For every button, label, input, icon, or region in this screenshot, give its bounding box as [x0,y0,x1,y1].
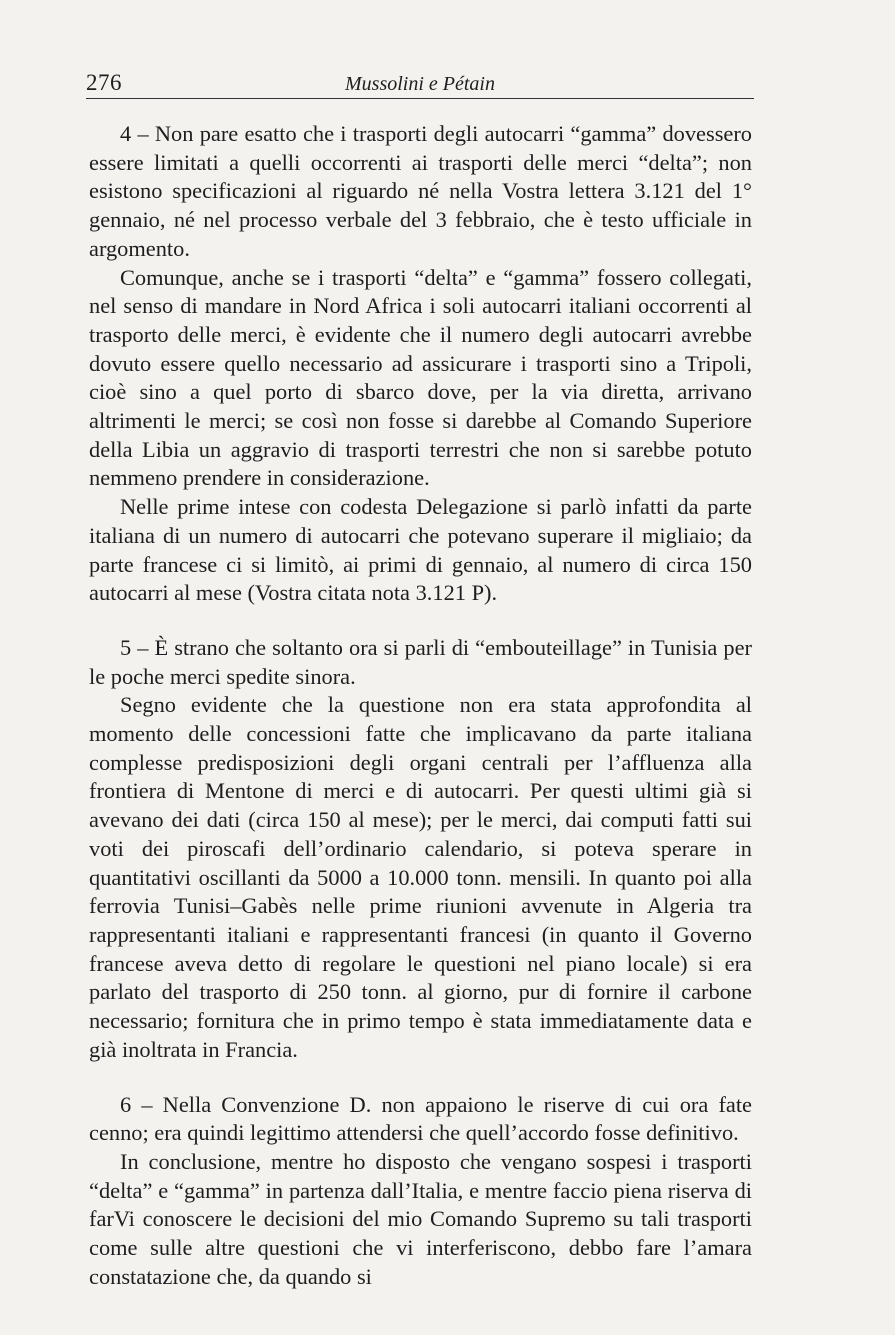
body-text [89,120,752,1291]
running-head [86,70,754,100]
paragraph-point-5: 5 – È strano che soltanto ora si parli di “embouteillage” in Tunisia per le poche merci spedite sinora. [89,634,752,689]
header-rule [86,98,754,99]
running-title: Mussolini e Pétain [345,73,495,95]
paragraph-point-6: 6 – Nella Convenzione D. non appaiono le riserve di cui ora fate cenno; era quindi legittimo attendersi che quell’accordo fosse definitivo. [89,1091,752,1146]
paragraph: Nelle prime intese con codesta Delegazione si parlò infatti da parte italiana di un numero di autocarri che potevano superare il migliaio; da parte francese ci si limitò, ai primi di gennaio, al numero di circa 150 autocarri al mese (Vostra citata nota 3.121 P). [89,494,752,606]
paragraph-point-4: 4 – Non pare esatto che i trasporti degli autocarri “gamma” dovessero essere limitati a quelli occorrenti ai trasporti delle merci “delta”; non esistono specificazioni al riguardo né nella Vostra lettera 3.121 del 1° gennaio, né nel processo verbale del 3 febbraio, che è testo ufficiale in argomento. [89,121,752,261]
paragraph: Segno evidente che la questione non era stata approfondita al momento delle concessioni fatte che implicavano da parte italiana complesse predisposizioni degli organi centrali per l’affluenza alla frontiera di Mentone di merci e di autocarri. Per questi ultimi già si avevano dei dati (circa 150 al mese); per le merci, dai computi fatti sui voti dei piroscafi dell’ordinario calendario, si poteva sperare in quantitativi oscillanti da 5000 a 10.000 tonn. mensili. In quanto poi alla ferrovia Tunisi–Gabès nelle prime riunioni avvenute in Algeria tra rappresentanti italiani e rappresentanti francesi (in quanto il Governo francese aveva detto di regolare le questioni nel piano locale) si era parlato del trasporto di 250 tonn. al giorno, pur di fornire il carbone necessario; fornitura che in primo tempo è stata immediatamente data e già inoltrata in Francia. [89,692,752,1062]
paragraph: Comunque, anche se i trasporti “delta” e “gamma” fossero collegati, nel senso di mandare in Nord Africa i soli autocarri italiani occorrenti al trasporto delle merci, è evidente che il numero degli autocarri avrebbe dovuto essere quello necessario ad assicurare i trasporti sino a Tripoli, cioè sino a quel porto di sbarco dove, per la via diretta, arrivano altrimenti le merci; se così non fosse si darebbe al Comando Superiore della Libia un aggravio di trasporti terrestri che non si sarebbe potuto nemmeno prendere in considerazione. [89,264,752,491]
paragraph-conclusion: In conclusione, mentre ho disposto che vengano sospesi i trasporti “delta” e “gamma” in partenza dall’Italia, e mentre faccio piena riserva di farVi conoscere le decisioni del mio Comando Supremo su tali trasporti come sulle altre questioni che vi interferiscono, debbo fare l’amara constatazione che, da quando si [89,1148,752,1289]
page-number: 276 [86,70,122,95]
